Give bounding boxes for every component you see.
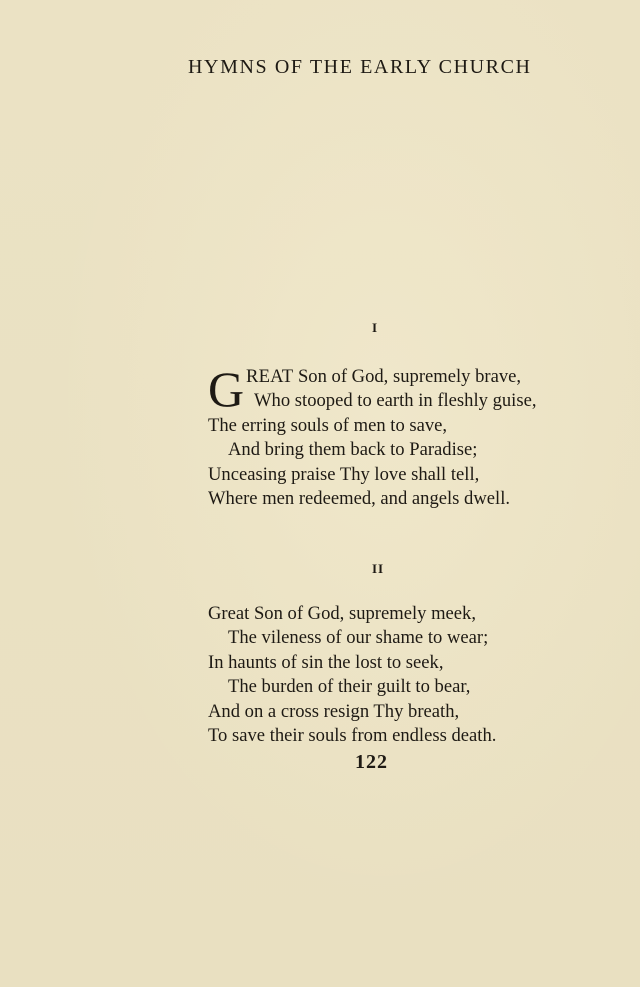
section-numeral-2: II (372, 561, 385, 576)
stanza-line: The erring souls of men to save, (208, 414, 448, 436)
stanza-line: Great Son of God, supremely meek, (208, 603, 476, 624)
first-line-rest: Son of God, supremely brave, (293, 366, 522, 387)
running-head: HYMNS OF THE EARLY CHURCH (188, 56, 532, 78)
first-word-smallcaps: REAT (246, 366, 294, 387)
stanza-line: The vileness of our shame to wear; (228, 627, 489, 649)
stanza-1 (208, 361, 608, 511)
stanza-line: And bring them back to Paradise; (228, 439, 478, 461)
stanza-line: Who stooped to earth in fleshly guise, (254, 390, 537, 412)
drop-cap: G (208, 361, 245, 417)
stanza-line: Unceasing praise Thy love shall tell, (208, 463, 480, 485)
stanza-2 (208, 602, 608, 748)
section-numeral-1: I (372, 320, 379, 335)
stanza-line: And on a cross resign Thy breath, (208, 700, 460, 722)
stanza-line: To save their souls from endless death. (208, 725, 497, 747)
stanza-line: The burden of their guilt to bear, (228, 676, 471, 698)
page-number: 122 (355, 751, 388, 773)
stanza-line: In haunts of sin the lost to seek, (208, 651, 444, 673)
stanza-line: Where men redeemed, and angels dwell. (208, 488, 511, 510)
